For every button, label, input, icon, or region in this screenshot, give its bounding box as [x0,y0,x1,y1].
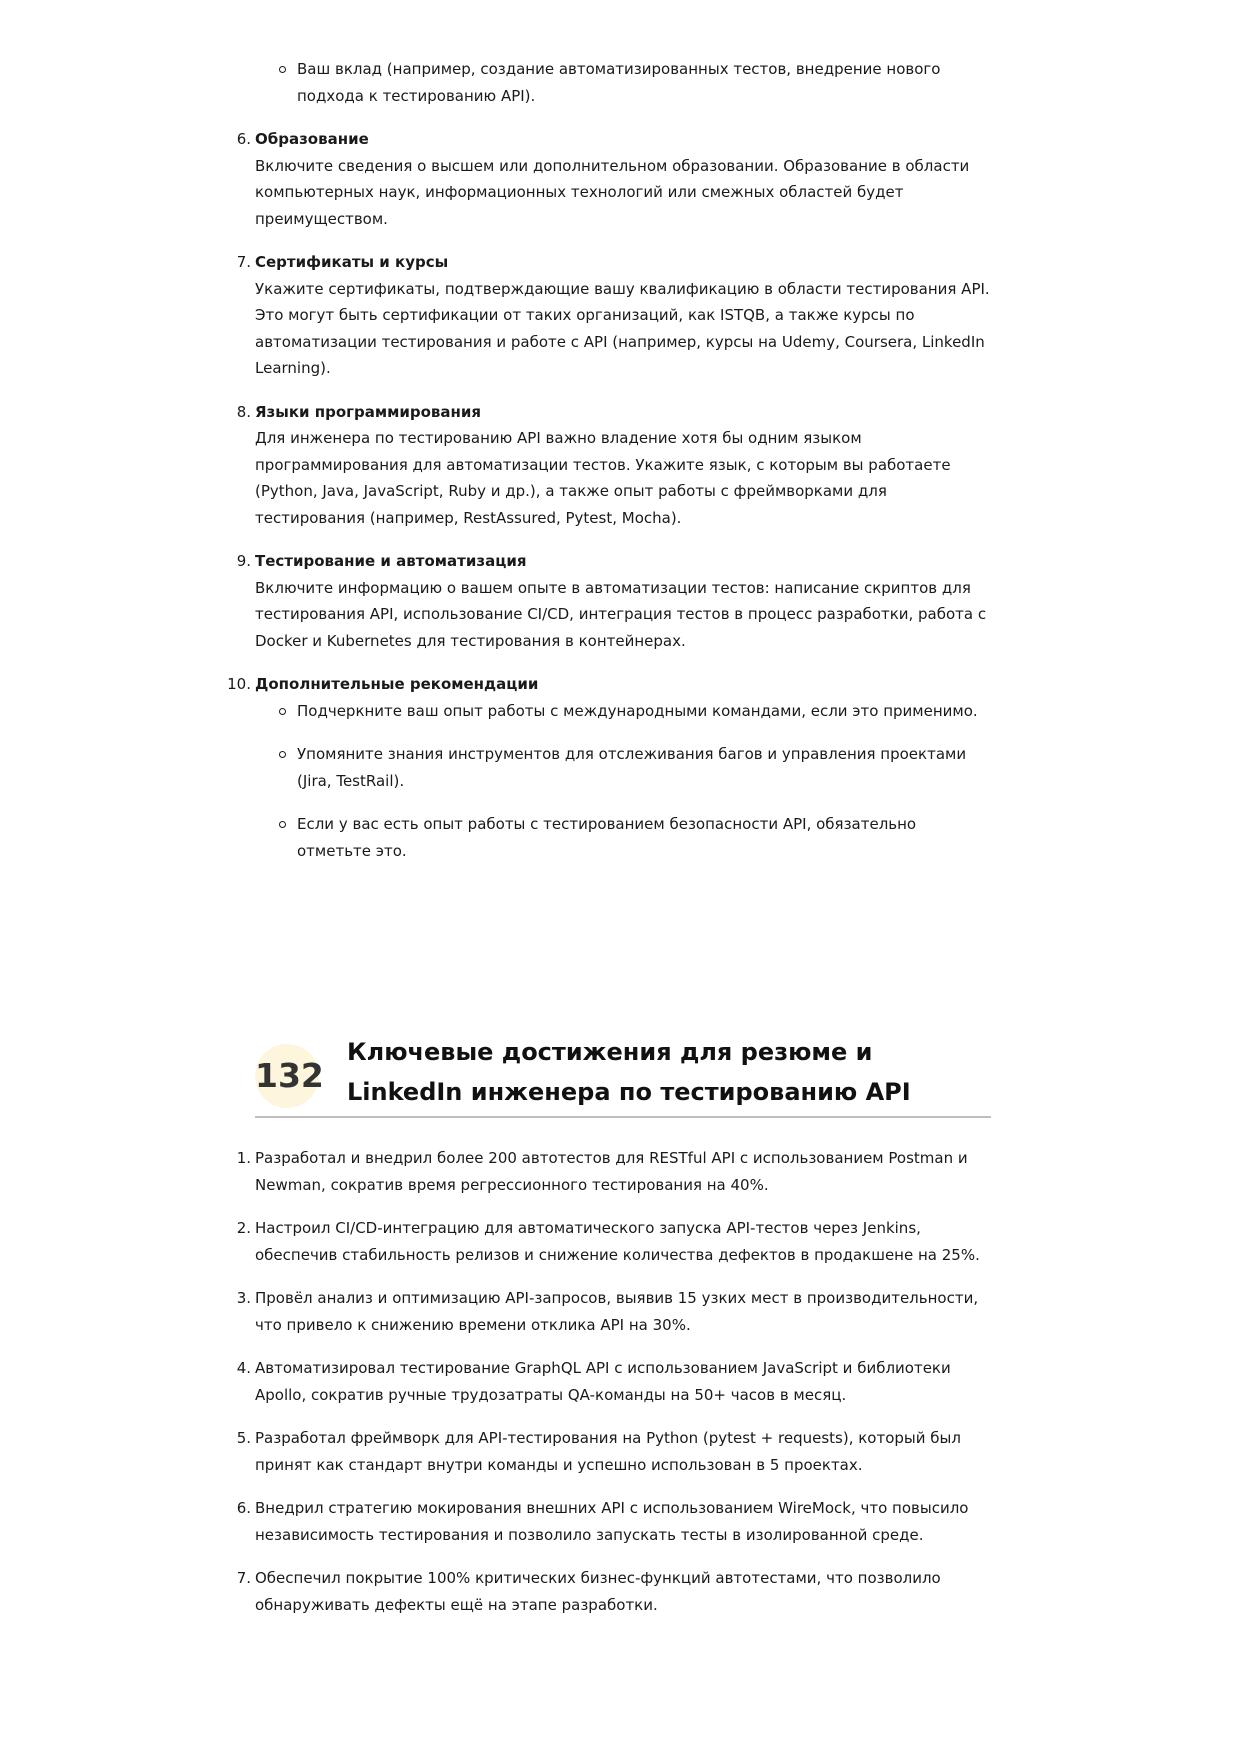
item-body: Включите сведения о высшем или дополнительном образовании. Образование в области компьютерных наук, информационных технологий или смежных областей будет преимуществом. [255,156,970,228]
continuation-bullet-list [255,56,991,109]
achievement-item [236,1285,991,1338]
item-body: Укажите сертификаты, подтверждающие вашу квалификацию в области тестирования API. Это могут быть сертификации от таких организаций, как ISTQB, а также курсы по автоматизации тестирования и работе с API (например, курсы на Udemy, Coursera, LinkedIn Learning). [255,279,990,377]
item-text: Обеспечил покрытие 100% критических бизнес-функций автотестами, что позволило обнаруживать дефекты ещё на этапе разработки. [255,1569,941,1614]
list-item: Ваш вклад (например, создание автоматизированных тестов, внедрение нового подхода к тестированию API). [297,56,991,109]
section-certificates [236,249,991,382]
item-number: 5. [236,1429,251,1447]
item-number: 1. [236,1149,251,1167]
item-number: 6. [236,130,251,148]
achievement-item [236,1355,991,1408]
item-number: 7. [236,253,251,271]
item-title: Языки программирования [255,402,482,421]
achievement-item [236,1215,991,1268]
item-body: Включите информацию о вашем опыте в автоматизации тестов: написание скриптов для тестирования API, использование CI/CD, интеграция тестов в процесс разработки, работа с Docker и Kubernetes для тестирования в контейнерах. [255,578,987,650]
item-number: 3. [236,1289,251,1307]
item-number: 6. [236,1499,251,1517]
item-title: Тестирование и автоматизация [255,552,527,570]
item-text: Разработал и внедрил более 200 автотестов для RESTful API с использованием Postman и Newman, сократив время регрессионного тестирования на 40%. [255,1149,968,1194]
item-text: Внедрил стратегию мокирования внешних API с использованием WireMock, что повысило независимость тестирования и позволило запускать тесты в изолированной среде. [255,1499,969,1544]
achievement-item [236,1565,991,1618]
item-number: 9. [236,552,251,570]
section-programming-languages [236,399,991,532]
list-item: Подчеркните ваш опыт работы с международными командами, если это применимо. [297,698,991,725]
section-education [236,126,991,232]
section-testing-automation [236,548,991,654]
list-item: Если у вас есть опыт работы с тестированием безопасности API, обязательно отметьте это. [297,811,991,864]
recommendations-bullet-list [255,698,991,865]
list-item: Упомяните знания инструментов для отслеживания багов и управления проектами (Jira, TestRail). [297,741,991,794]
item-body: Для инженера по тестированию API важно владение хотя бы одним языком программирования для автоматизации тестов. Укажите язык, с которым вы работаете (Python, Java, JavaScript, Ruby и др.), а также опыт работы с фреймворками для тестирования (например, RestAssured, Pytest, Mocha). [255,429,951,527]
section-additional-recommendations [227,671,991,864]
item-text: Автоматизировал тестирование GraphQL API с использованием JavaScript и библиотеки Apollo, сократив ручные трудозатраты QA-команды на 50+ часов в месяц. [255,1359,951,1404]
achievement-item [236,1145,991,1198]
item-title: Сертификаты и курсы [255,253,449,271]
item-number: 8. [236,402,251,421]
item-text: Разработал фреймворк для API-тестирования на Python (pytest + requests), который был принят как стандарт внутри команды и успешно использован в 5 проектах. [255,1429,961,1474]
item-text: Провёл анализ и оптимизацию API-запросов, выявив 15 узких мест в производительности, что привело к снижению времени отклика API на 30%. [255,1289,979,1334]
item-title: Дополнительные рекомендации [255,675,539,693]
item-text: Настроил CI/CD-интеграцию для автоматического запуска API-тестов через Jenkins, обеспечив стабильность релизов и снижение количества дефектов в продакшене на 25%. [255,1219,980,1264]
chapter-title: Ключевые достижения для резюме и LinkedIn инженера по тестированию API [347,1038,911,1106]
achievement-item [236,1495,991,1548]
chapter-number-badge: 132 [255,1044,319,1108]
chapter-header [255,1032,991,1118]
item-number: 2. [236,1219,251,1237]
achievement-item [236,1425,991,1478]
recommendations-list [227,56,991,881]
item-number: 10. [227,675,251,693]
item-number: 4. [236,1359,251,1377]
item-title: Образование [255,130,369,148]
achievements-list [236,1145,991,1635]
item-number: 7. [236,1569,251,1587]
